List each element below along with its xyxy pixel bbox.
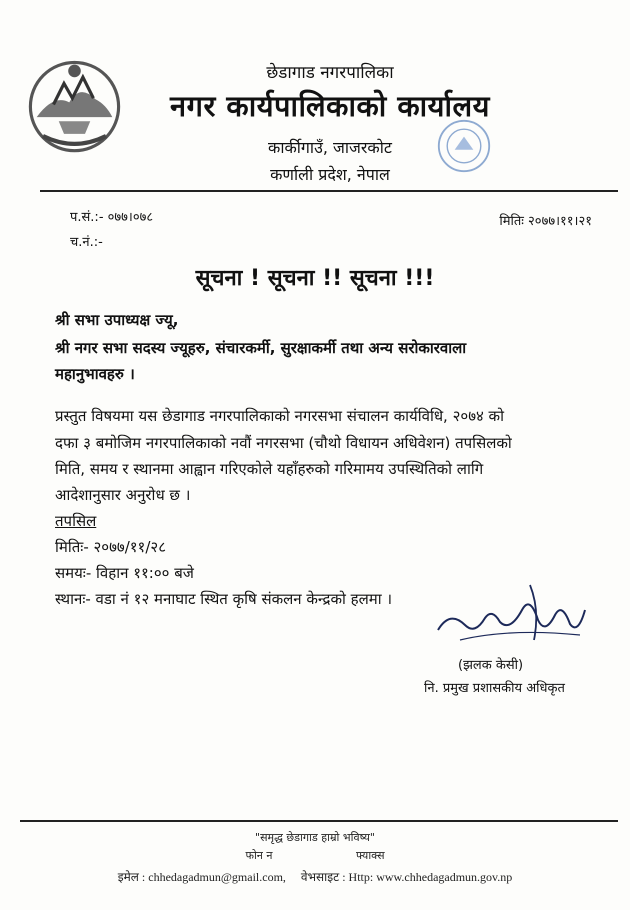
addressee-line: श्री सभा उपाध्यक्ष ज्यू,	[55, 311, 179, 329]
footer-contact	[0, 868, 630, 885]
schedule-heading: तपसिल	[55, 512, 97, 530]
footer-email: इमेल : chhedagadmun@gmail.com,	[117, 870, 286, 884]
signer-name: (झलक केसी)	[458, 658, 524, 673]
body-line: प्रस्तुत विषयमा यस छेडागाड नगरपालिकाको नगरसभा संचालन कार्यविधि, २०७४ को	[55, 407, 504, 425]
addressee-line: महानुभावहरु ।	[55, 365, 135, 383]
letter-date: मितिः २०७७।११।२१	[499, 214, 592, 229]
address-line-1: कार्कीगाउँ, जाजरकोट	[268, 138, 392, 157]
addressee-line: श्री नगर सभा सदस्य ज्यूहरु, संचारकर्मी, सुरक्षाकर्मी तथा अन्य सरोकारवाला	[55, 339, 467, 357]
header-divider	[40, 190, 618, 192]
schedule-place: स्थानः- वडा नं १२ मनाघाट स्थित कृषि संकलन केन्द्रको हलमा ।	[55, 590, 393, 608]
fax-label: फ्याक्स	[356, 849, 385, 862]
body-line: दफा ३ बमोजिम नगरपालिकाको नवौं नगरसभा (चौथो विधायन अधिवेशन) तपसिलको	[55, 434, 512, 452]
footer-motto: "समृद्ध छेडागाड हाम्रो भविष्य"	[255, 831, 375, 844]
footer-divider	[20, 820, 618, 822]
address-line-2: कर्णाली प्रदेश, नेपाल	[270, 165, 390, 184]
signer-title: नि. प्रमुख प्रशासकीय अधिकृत	[424, 681, 565, 696]
body-line: मिति, समय र स्थानमा आह्वान गरिएकोले यहाँहरुको गरिमामय उपस्थितिको लागि	[55, 460, 484, 478]
dispatch-number: च.नं.:-	[70, 235, 103, 250]
reference-number: प.सं.:- ०७७।०७८	[70, 210, 154, 225]
phone-label: फोन न	[245, 849, 273, 862]
office-name: नगर कार्यपालिकाको कार्यालय	[170, 89, 490, 123]
footer-phone-row	[0, 848, 630, 863]
handwritten-signature	[430, 580, 590, 650]
notice-title: सूचना ! सूचना !! सूचना !!!	[195, 266, 435, 291]
nepal-emblem-logo	[22, 52, 127, 157]
footer-website: वेभसाइट : Http: www.chhedagadmun.gov.np	[300, 870, 513, 884]
schedule-date: मितिः- २०७७/११/२८	[55, 538, 167, 556]
body-line: आदेशानुसार अनुरोध छ ।	[55, 486, 191, 504]
municipality-name: छेडागाड नगरपालिका	[266, 63, 394, 83]
schedule-time: समयः- विहान ११:०० बजे	[55, 564, 194, 582]
